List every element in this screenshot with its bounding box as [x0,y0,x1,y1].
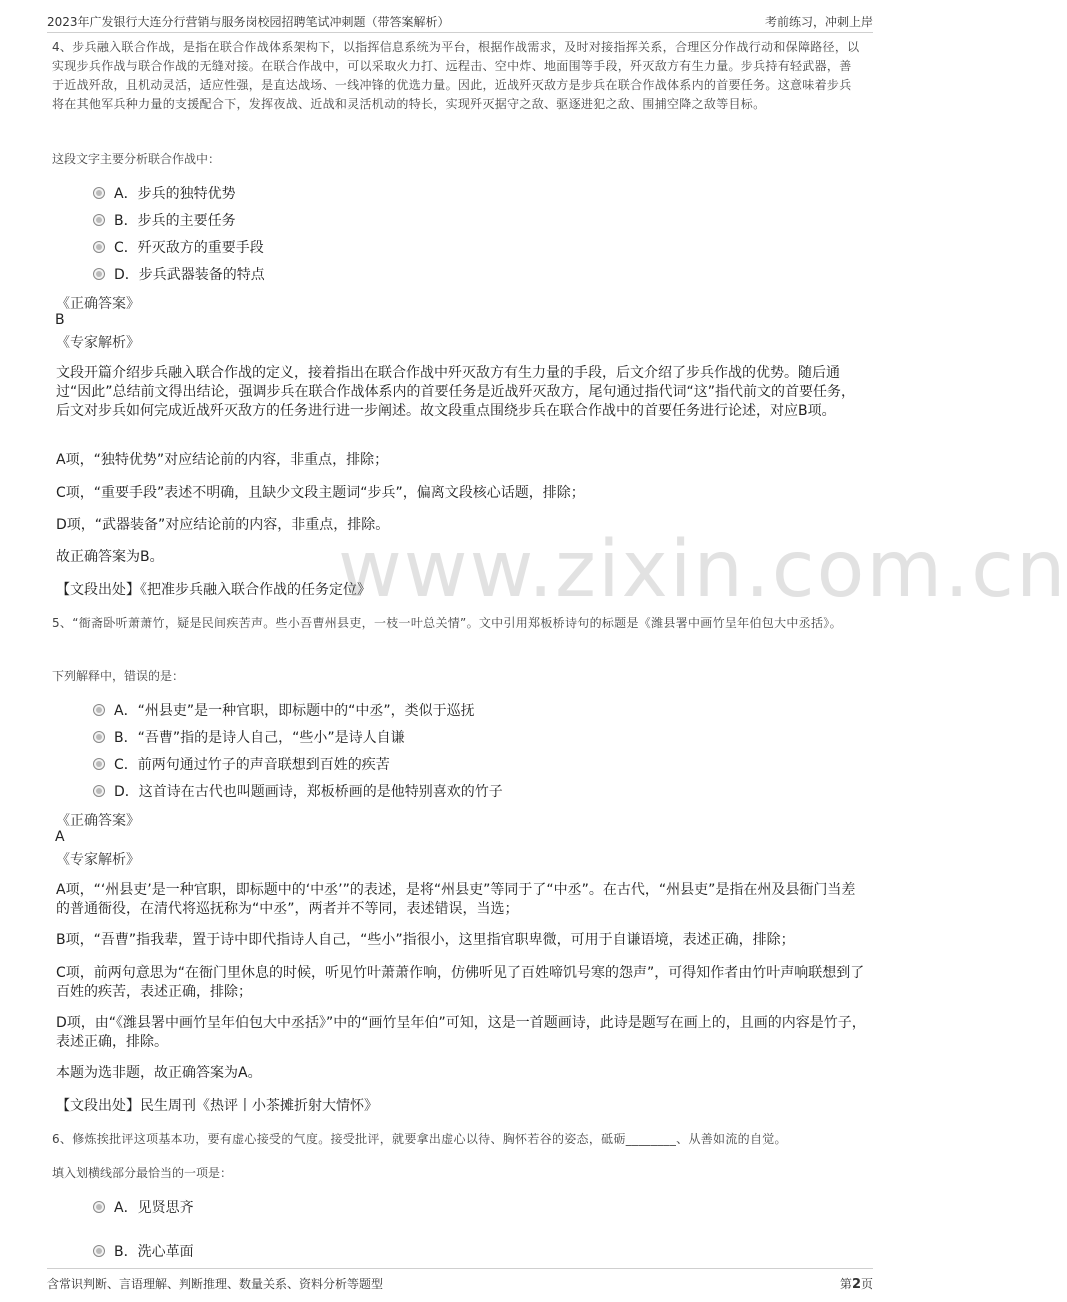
analysis-label: 《专家解析》 [56,852,140,868]
analysis-conclusion: 故正确答案为B。 [56,549,164,565]
radio-icon[interactable] [93,268,105,280]
radio-icon[interactable] [93,214,105,226]
option-label: C．前两句通过竹子的声音联想到百姓的疾苦 [114,757,390,773]
option-label: A．步兵的独特优势 [114,186,236,202]
footer-question-types: 含常识判断、言语理解、判断推理、数量关系、资料分析等题型 [47,1277,384,1291]
page-footer [47,1268,873,1299]
correct-answer: A [55,829,65,845]
analysis-label: 《专家解析》 [56,335,140,351]
question-6-text: 6、修炼挨批评这项基本功，要有虚心接受的气度。接受批评，就要拿出虚心以待、胸怀若谷的姿态，砥砺________、从善如流的自觉。 [52,1132,787,1146]
radio-icon[interactable] [93,785,105,797]
option-label: B．“吾曹”指的是诗人自己，“些小”是诗人自谦 [114,730,405,746]
option-label: D．步兵武器装备的特点 [114,267,265,283]
option-label: B．步兵的主要任务 [114,213,236,229]
option-label: D．这首诗在古代也叫题画诗，郑板桥画的是他特别喜欢的竹子 [114,784,503,800]
question-6-option-a[interactable] [93,1198,194,1218]
watermark: www.zixin.com.cn [338,525,1067,615]
analysis-paragraph: D项，“武器装备”对应结论前的内容，非重点，排除。 [56,517,390,533]
option-label: B．洗心革面 [114,1244,194,1260]
radio-icon[interactable] [93,1201,105,1213]
question-5-prompt: 下列解释中，错误的是： [52,669,185,683]
question-5-option-d[interactable] [93,782,503,802]
analysis-conclusion: 本题为选非题，故正确答案为A。 [56,1065,262,1081]
question-4-option-a[interactable] [93,184,236,204]
page-num: 2 [851,1277,861,1292]
radio-icon[interactable] [93,758,105,770]
page-prefix: 第 [839,1277,852,1291]
option-label: A．见贤思齐 [114,1200,194,1216]
analysis-paragraph: 文段开篇介绍步兵融入联合作战的定义，接着指出在联合作战中歼灭敌方有生力量的手段，后文介绍了步兵作战的优势。随后通过“因此”总结前文得出结论，强调步兵在联合作战体系内的首要任务是近战歼灭敌方，尾句通过指代词“这”指代前文的首要任务，后文对步兵如何完成近战歼灭敌方的任务进行进一步阐述。故文段重点围绕步兵在联合作战中的首要任务进行论述，对应B项。 [56,365,856,419]
source-reference: 【文段出处】民生周刊《热评丨小茶摊折射大情怀》 [56,1098,378,1114]
source-reference: 【文段出处】《把准步兵融入联合作战的任务定位》 [56,582,371,598]
header-slogan: 考前练习，冲刺上岸 [764,15,873,29]
option-label: A．“州县吏”是一种官职，即标题中的“中丞”，类似于巡抚 [114,703,475,719]
question-5-option-c[interactable] [93,755,390,775]
analysis-paragraph: C项，“重要手段”表述不明确，且缺少文段主题词“步兵”，偏离文段核心话题，排除； [56,485,585,501]
correct-answer: B [55,312,65,328]
question-6-option-b[interactable] [93,1242,194,1262]
analysis-paragraph: D项，由“《潍县署中画竹呈年伯包大中丞括》”中的“画竹呈年伯”可知，这是一首题画诗，此诗是题写在画上的，且画的内容是竹子，表述正确，排除。 [56,1015,866,1050]
analysis-paragraph: C项，前两句意思为“在衙门里休息的时候，听见竹叶萧萧作响，仿佛听见了百姓啼饥号寒的怨声”，可得知作者由竹叶声响联想到了百姓的疾苦，表述正确，排除； [56,965,865,1000]
radio-icon[interactable] [93,241,105,253]
question-6-prompt: 填入划横线部分最恰当的一项是： [52,1166,233,1180]
radio-icon[interactable] [93,731,105,743]
question-5-option-a[interactable] [93,701,475,721]
page-suffix: 页 [860,1277,873,1291]
radio-icon[interactable] [93,187,105,199]
option-label: C．歼灭敌方的重要手段 [114,240,264,256]
question-4-option-b[interactable] [93,211,236,231]
question-4-text: 4、步兵融入联合作战，是指在联合作战体系架构下，以指挥信息系统为平台，根据作战需求，及时对接指挥关系，合理区分作战行动和保障路径，以实现步兵作战与联合作战的无缝对接。在联合作战中，可以采取火力打、远程击、空中炸、地面围等手段，歼灭敌方有生力量。步兵持有轻武器，善于近战歼敌，且机动灵活，适应性强，是直达战场、一线冲锋的优选力量。因此，近战歼灭敌方是步兵在联合作战体系内的首要任务。这意味着步兵将在其他军兵种力量的支援配合下，发挥夜战、近战和灵活机动的特长，实现歼灭据守之敌、驱逐进犯之敌、围捕空降之敌等目标。 [52,40,860,111]
radio-icon[interactable] [93,1245,105,1257]
question-4-option-c[interactable] [93,238,264,258]
question-4-prompt: 这段文字主要分析联合作战中： [52,152,221,166]
radio-icon[interactable] [93,704,105,716]
page-number [840,1275,873,1292]
page-header [47,10,873,33]
analysis-paragraph: B项，“吾曹”指我辈，置于诗中即代指诗人自己，“些小”指很小，这里指官职卑微，可用于自谦语境，表述正确，排除； [56,932,795,948]
question-4-option-d[interactable] [93,265,265,285]
question-5-option-b[interactable] [93,728,405,748]
answer-label: 《正确答案》 [56,296,140,312]
document-title: 2023年广发银行大连分行营销与服务岗校园招聘笔试冲刺题（带答案解析） [47,15,450,29]
analysis-paragraph: A项，“‘州县吏’是一种官职，即标题中的‘中丞’”的表述，是将“州县吏”等同于了“中丞”。在古代，“州县吏”是指在州及县衙门当差的普通衙役，在清代将巡抚称为“中丞”，两者并不等同，表述错误，当选； [56,882,856,917]
answer-label: 《正确答案》 [56,813,140,829]
analysis-paragraph: A项，“独特优势”对应结论前的内容，非重点，排除； [56,452,389,468]
question-5-text: 5、“衙斋卧听萧萧竹，疑是民间疾苦声。些小吾曹州县吏，一枝一叶总关情”。文中引用郑板桥诗句的标题是《潍县署中画竹呈年伯包大中丞括》。 [52,616,842,630]
